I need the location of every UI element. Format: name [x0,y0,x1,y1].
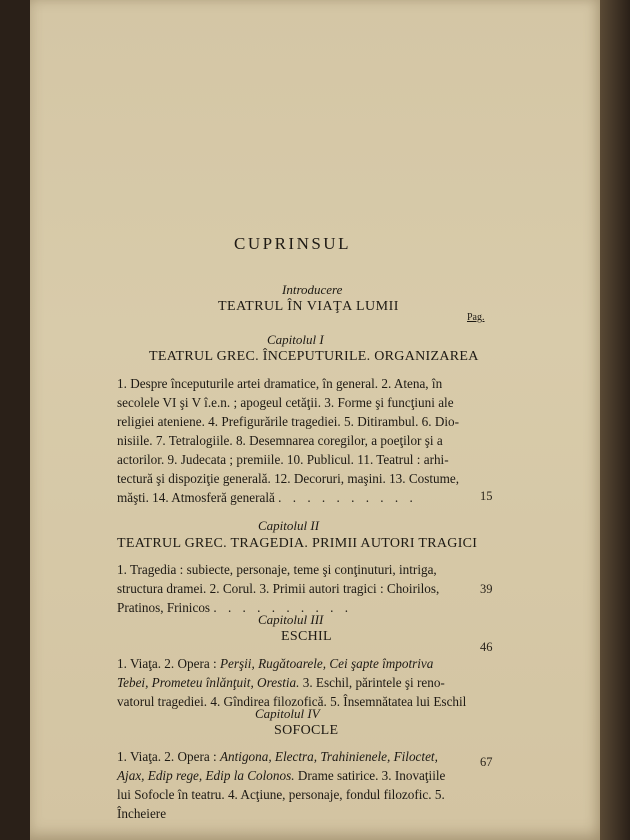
chapter-2-label: Capitolul II [258,518,320,533]
introduction-label: Introducere [282,282,343,297]
chapter-4-line-text: 1. Viaţa. 2. Opera : [117,749,220,764]
chapter-4-line [117,787,445,803]
chapter-1-title: TEATRUL GREC. ÎNCEPUTURILE. ORGANIZAREA [149,349,479,364]
chapter-2-line: structura dramei. 2. Corul. 3. Primii autori tragici : Choirilos, [117,581,440,596]
chapter-4-page: 67 [480,755,493,769]
chapter-1-line: secolele VI şi V î.e.n. ; apogeul cetăţii. 3. Forme şi funcţiuni ale [117,395,454,410]
chapter-1-label: Capitolul I [267,332,324,347]
chapter-4-line-text: Încheiere [117,806,167,821]
chapter-4-label: Capitolul IV [255,706,320,721]
chapter-3-line-text: vatorul tragediei. 4. Gîndirea filozofică. 5. Însemnătatea lui Eschil [117,694,467,709]
chapter-4-work-titles: Ajax, Edip rege, Edip la Colonos. [117,768,295,783]
chapter-3-title: ESCHIL [281,629,332,644]
chapter-1-line-last [117,490,417,506]
chapter-3-work-titles: Tebei, Prometeu înlănţuit, Orestia. [117,675,300,690]
chapter-3-line [117,675,445,691]
chapter-4-line [117,806,166,822]
chapter-3-line-text: 3. Eschil, părintele şi reno- [299,675,445,690]
chapter-1-line: nisiile. 7. Tetralogiile. 8. Desemnarea coregilor, a poeţilor şi a [117,433,443,448]
chapter-3-work-titles: Perşii, Rugătoarele, Cei şapte împotriva [219,656,434,671]
chapter-3-line [117,656,433,672]
chapter-4-line [117,768,445,784]
chapter-1-line: actorilor. 9. Judecata ; premiile. 10. Publicul. 11. Teatrul : arhi- [117,452,449,467]
chapter-4-work-titles: Antigona, Electra, Trahinienele, Filoctet, [219,749,438,764]
chapter-4-line [117,749,438,765]
page-edge-shadow [600,0,630,840]
page-column-header: Pag. [467,312,485,323]
chapter-2-line-text: Pratinos, Frinicos [117,600,211,615]
chapter-1-line: religiei ateniene. 4. Prefigurările tragediei. 5. Ditirambul. 6. Dio- [117,414,460,429]
chapter-4-title: SOFOCLE [274,723,339,738]
chapter-4-line-text: lui Sofocle în teatru. 4. Acţiune, personaje, fondul filozofic. 5. [117,787,445,802]
chapter-4-line-text: Drame satirice. 3. Inovaţiile [294,768,446,783]
chapter-1-page: 15 [480,489,493,503]
chapter-2-line: 1. Tragedia : subiecte, personaje, teme şi conţinuturi, intriga, [117,562,437,577]
chapter-3-page: 46 [480,640,493,654]
contents-title: CUPRINSUL [234,234,351,253]
chapter-2-title: TEATRUL GREC. TRAGEDIA. PRIMII AUTORI TRAGICI [117,536,478,551]
dot-leader: . . . . . . . . . . [278,490,417,505]
chapter-1-line: tectură şi dispoziţie generală. 12. Decoruri, maşini. 13. Costume, [117,471,460,486]
chapter-3-line-text: 1. Viaţa. 2. Opera : [117,656,220,671]
chapter-1-line: 1. Despre începuturile artei dramatice, în general. 2. Atena, în [117,376,443,391]
introduction-title: TEATRUL ÎN VIAŢA LUMII [218,299,399,314]
chapter-3-label: Capitolul III [258,612,324,627]
dot-leader: . . . . . . . . . . [213,600,352,615]
chapter-2-page: 39 [480,582,493,596]
chapter-1-line-text: măşti. 14. Atmosferă generală [117,490,275,505]
